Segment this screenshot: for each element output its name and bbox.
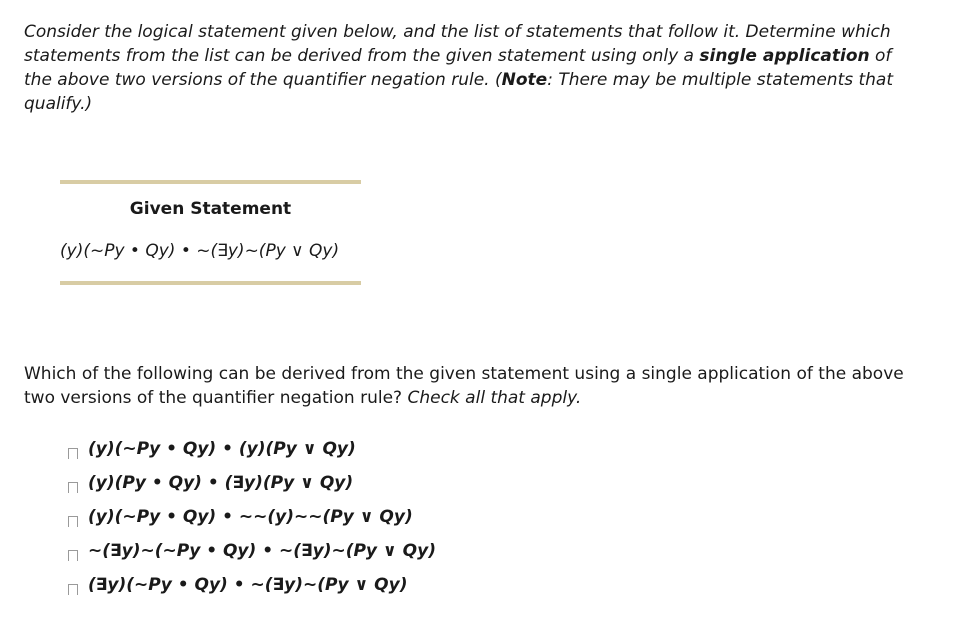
option-label[interactable]: (y)(~Py • Qy) • (y)(Py ∨ Qy)	[88, 439, 356, 459]
option-label[interactable]: ~(∃y)~(~Py • Qy) • ~(∃y)~(Py ∨ Qy)	[88, 541, 436, 561]
option-label[interactable]: (∃y)(~Py • Qy) • ~(∃y)~(Py ∨ Qy)	[88, 575, 408, 595]
instructions-text-2: of the above two versions of the quantifier negation rule. (	[24, 46, 892, 90]
given-statement-title: Given Statement	[129, 199, 292, 219]
option-label[interactable]: (y)(Py • Qy) • (∃y)(Py ∨ Qy)	[88, 473, 354, 493]
option-5[interactable]	[68, 568, 436, 602]
checkbox[interactable]	[68, 584, 78, 595]
checkbox[interactable]	[68, 482, 78, 493]
option-3[interactable]	[68, 500, 436, 534]
answer-options	[68, 432, 436, 602]
note-label: Note	[501, 70, 548, 90]
instructions-text-3: : There may be multiple statements that qualify.)	[24, 70, 894, 114]
given-statement-formula: (y)(~Py • Qy) • ~(∃y)~(Py ∨ Qy)	[60, 241, 340, 261]
instructions-emphasis: single application	[699, 46, 870, 66]
question-hint: Check all that apply.	[407, 388, 582, 408]
bottom-divider	[60, 281, 361, 285]
option-1[interactable]	[68, 432, 436, 466]
checkbox[interactable]	[68, 550, 78, 561]
top-divider	[60, 180, 361, 184]
instructions	[24, 20, 924, 116]
checkbox[interactable]	[68, 516, 78, 527]
instructions-text-1: Consider the logical statement given below, and the list of statements that follow it. Determine which statements from the list can be derived from the given statement using only a	[24, 22, 891, 66]
checkbox[interactable]	[68, 448, 78, 459]
option-4[interactable]	[68, 534, 436, 568]
option-2[interactable]	[68, 466, 436, 500]
option-label[interactable]: (y)(~Py • Qy) • ~~(y)~~(Py ∨ Qy)	[88, 507, 413, 527]
given-statement-box	[60, 180, 361, 285]
question-prompt	[24, 362, 924, 410]
question-text: Which of the following can be derived from the given statement using a single application of the above two versions of the quantifier negation rule?	[24, 364, 904, 408]
